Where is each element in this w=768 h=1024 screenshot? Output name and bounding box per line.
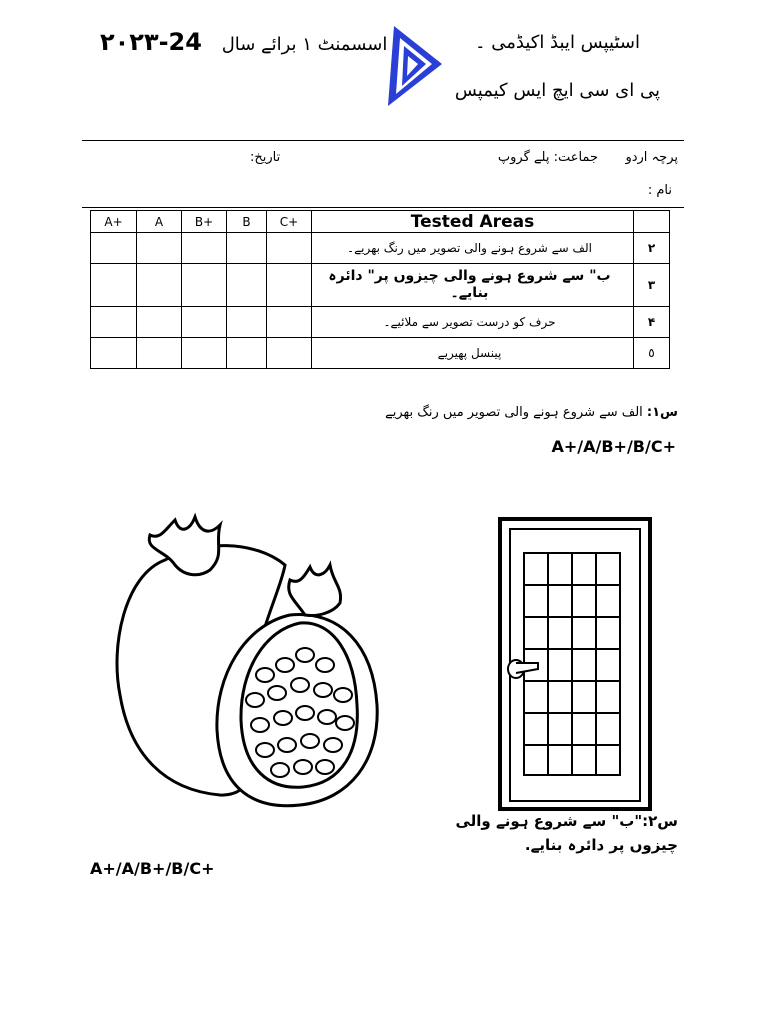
grade-cell[interactable]: [267, 264, 312, 307]
question-1-grades: A+/A/B+/B/C+: [551, 437, 676, 456]
assessment-table: [90, 210, 670, 369]
row-number: ۴: [634, 307, 670, 338]
grade-cell[interactable]: [91, 233, 137, 264]
subject-label: پرچہ اردو: [625, 150, 678, 165]
grade-cell[interactable]: [227, 264, 267, 307]
question-1-text: الف سے شروع ہونے والی تصویر میں رنگ بھریے: [385, 405, 643, 420]
table-row: [91, 233, 670, 264]
question-2-grades: A+/A/B+/B/C+: [90, 859, 215, 878]
date-label: تاریخ:: [250, 150, 281, 165]
row-number: ۳: [634, 264, 670, 307]
number-header: [634, 211, 670, 233]
row-number: ٥: [634, 338, 670, 369]
grade-cell[interactable]: [182, 338, 227, 369]
area-text: پینسل پھیریے: [312, 338, 634, 369]
grade-header: B: [227, 211, 267, 233]
grade-cell[interactable]: [137, 233, 182, 264]
grade-cell[interactable]: [267, 307, 312, 338]
door-icon: [498, 517, 654, 813]
grade-header: C+: [267, 211, 312, 233]
tested-areas-heading: Tested Areas: [312, 211, 634, 233]
door-image[interactable]: [498, 517, 654, 813]
grade-cell[interactable]: [267, 233, 312, 264]
row-number: ۲: [634, 233, 670, 264]
grade-cell[interactable]: [91, 338, 137, 369]
question-1: [385, 405, 678, 420]
grade-cell[interactable]: [227, 338, 267, 369]
pomegranate-icon: [105, 505, 395, 825]
question-2-line-1: س۲:"ب" سے شروع ہونے والی: [455, 812, 678, 830]
campus-name: پی ای سی ایچ ایس کیمپس: [454, 80, 660, 101]
table-row: [91, 338, 670, 369]
assessment-label: اسسمنٹ ١ برائے سال: [221, 34, 388, 55]
grade-cell[interactable]: [91, 307, 137, 338]
table-row: [91, 264, 670, 307]
pomegranate-image[interactable]: [105, 505, 395, 825]
table-row: [91, 307, 670, 338]
grade-cell[interactable]: [182, 264, 227, 307]
grade-cell[interactable]: [227, 233, 267, 264]
grade-header: B+: [182, 211, 227, 233]
name-label: نام :: [647, 183, 672, 198]
grade-cell[interactable]: [182, 233, 227, 264]
class-label: جماعت: پلے گروپ: [497, 150, 598, 165]
grade-cell[interactable]: [137, 307, 182, 338]
question-1-label: س۱:: [646, 405, 678, 420]
academy-logo: [380, 24, 446, 108]
name-line: [82, 207, 684, 208]
triangle-logo-icon: [380, 24, 446, 108]
question-2-line-2: چیزوں پر دائرہ بنایے.: [524, 836, 678, 854]
area-text: ب" سے شروع ہونے والی چیزوں پر" دائرہ بنایے۔: [312, 264, 634, 307]
grade-cell[interactable]: [137, 338, 182, 369]
grade-cell[interactable]: [182, 307, 227, 338]
grade-header: A: [137, 211, 182, 233]
area-text: حرف کو درست تصویر سے ملائیے۔: [312, 307, 634, 338]
area-text: الف سے شروع ہونے والی تصویر میں رنگ بھریے۔: [312, 233, 634, 264]
header-divider: [82, 140, 684, 141]
grade-header: A+: [91, 211, 137, 233]
grade-cell[interactable]: [91, 264, 137, 307]
grade-cell[interactable]: [267, 338, 312, 369]
grade-cell[interactable]: [137, 264, 182, 307]
assessment-title: [100, 28, 387, 56]
academy-name: اسٹیپس ایبڈ اکیڈمی ۔: [474, 32, 640, 53]
grade-cell[interactable]: [227, 307, 267, 338]
assessment-year: ۲۰۲۳-24: [100, 28, 202, 56]
